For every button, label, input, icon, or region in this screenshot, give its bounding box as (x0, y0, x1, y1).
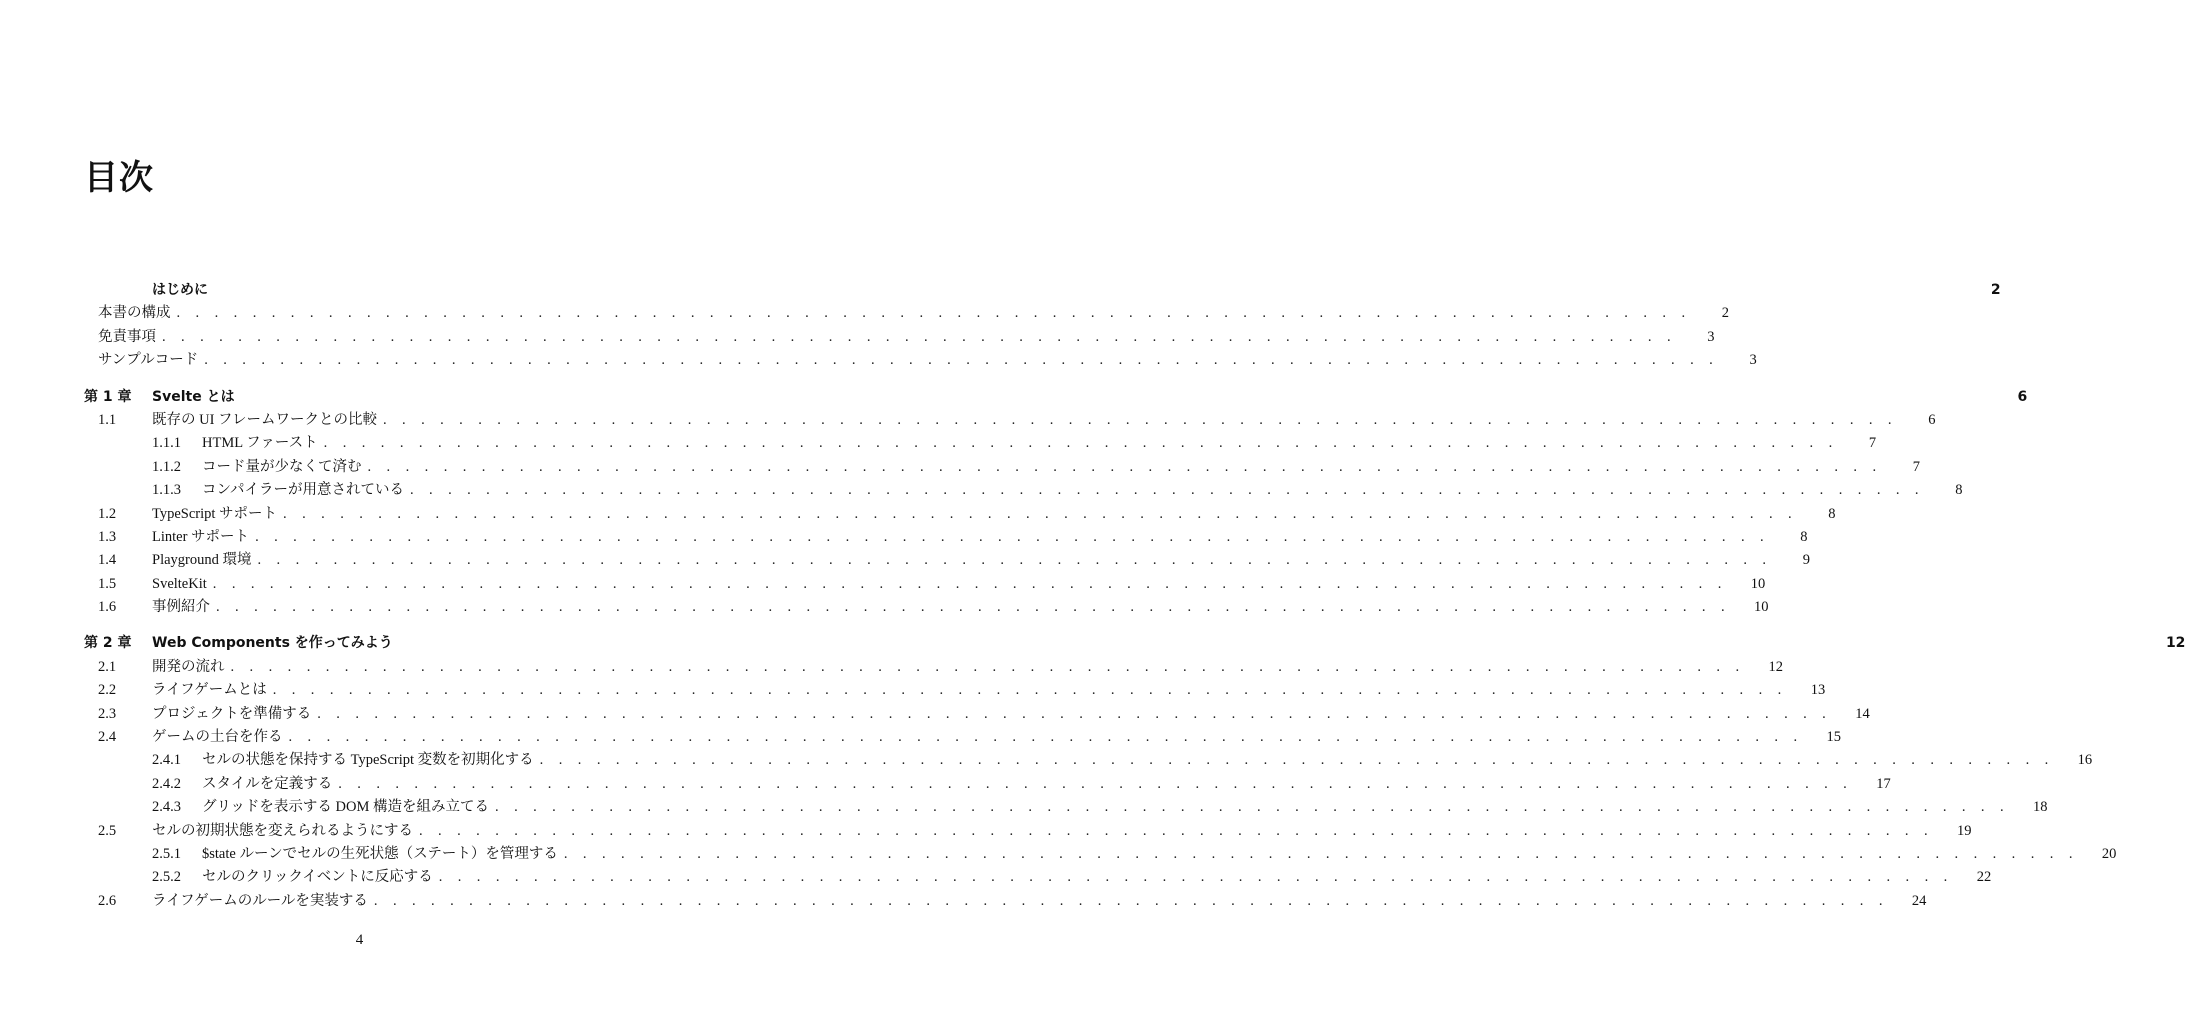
toc-section-entry[interactable] (84, 726, 1841, 749)
dot-leader: . . . . . . . . . . . . . . . . . . . . . . . . . . . . . . . . . . . . . . . . . . . . . . . . . . . . . . . . . . . . . . . . . . . . . . . . . . . . . . . . (323, 435, 1839, 452)
entry-number: 1.1 (98, 411, 117, 428)
entry-title: 免責事項 (98, 328, 156, 345)
dot-leader: . . . . . . . . . . . . . . . . . . . . . . . . . . . . . . . . . . . . . . . . . . . . . . . . . . . . . . . . . . . . . . . . . . . . . . . . . . . . . . . . (216, 599, 1731, 616)
toc-subsection-entry[interactable] (84, 773, 1891, 796)
entry-number: 1.2 (98, 505, 117, 522)
toc-section-entry[interactable] (84, 573, 1766, 596)
dot-leader: . . . . . . . . . . . . . . . . . . . . . . . . . . . . . . . . . . . . . . . . . . . . . . . . . . . . . . . . . . . . . . . . . . . . . . . . . . . . . . . . (419, 822, 1934, 839)
entry-page: 15 (1826, 729, 1841, 746)
entry-number: 2.4 (98, 729, 117, 746)
entry-page: 18 (2033, 799, 2048, 816)
entry-page: 12 (1768, 658, 1783, 675)
entry-title: 既存の UI フレームワークとの比較 (152, 411, 377, 428)
entry-page: 3 (1749, 352, 1757, 369)
entry-title: プロジェクトを準備する (152, 705, 312, 722)
dot-leader: . . . . . . . . . . . . . . . . . . . . . . . . . . . . . . . . . . . . . . . . . . . . . . . . . . . . . . . . . . . . . . . . . . . . . . . . . . . . . . . . (204, 352, 1719, 369)
entry-number: 第 1 章 (84, 388, 132, 405)
dot-leader: . . . . . . . . . . . . . . . . . . . . . . . . . . . . . . . . . . . . . . . . . . . . . . . . . . . . . . . . . . . . . . . . . . . . . . . . . . . . . . . . (230, 658, 1745, 675)
dot-leader: . . . . . . . . . . . . . . . . . . . . . . . . . . . . . . . . . . . . . . . . . . . . . . . . . . . . . . . . . . . . . . . . . . . . . . . . . . . . . . . . (257, 552, 1772, 569)
entry-title: スタイルを定義する (202, 775, 333, 792)
entry-title: セルの状態を保持する TypeScript 変数を初期化する (202, 752, 534, 769)
entry-number: 2.5.1 (152, 845, 181, 862)
toc-chapter-heading[interactable] (84, 632, 2185, 655)
entry-number: 1.5 (98, 575, 117, 592)
toc-section-entry[interactable] (84, 890, 1927, 913)
dot-leader: . . . . . . . . . . . . . . . . . . . . . . . . . . . . . . . . . . . . . . . . . . . . . . . . . . . . . . . . . . . . . . . . . . . . . . . . . . . . . . . . (176, 305, 1691, 322)
toc-subsection-entry[interactable] (84, 456, 1920, 479)
entry-number: 2.5.2 (152, 869, 181, 886)
entry-number: 第 2 章 (84, 635, 132, 652)
entry-page: 9 (1802, 552, 1810, 569)
toc-chapter-heading[interactable] (84, 386, 2028, 409)
entry-page: 7 (1912, 458, 1920, 475)
dot-leader: . . . . . . . . . . . . . . . . . . . . . . . . . . . . . . . . . . . . . . . . . . . . . . . . . . . . . . . . . . . . . . . . . . . . . . . . . . . . . . . . (373, 892, 1889, 909)
dot-leader: . . . . . . . . . . . . . . . . . . . . . . . . . . . . . . . . . . . . . . . . . . . . . . . . . . . . . . . . . . . . . . . . . . . . . . . . . . . . . . . . (317, 705, 1832, 722)
entry-number: 2.5 (98, 822, 117, 839)
entry-title: TypeScript サポート (152, 505, 278, 522)
entry-page: 16 (2077, 752, 2093, 769)
entry-title: Linter サポート (152, 528, 250, 545)
entry-title: SvelteKit (152, 575, 207, 592)
entry-page: 8 (1800, 528, 1808, 545)
entry-page: 2 (1990, 282, 2001, 298)
entry-title: セルのクリックイベントに反応する (202, 869, 433, 886)
dot-leader: . . . . . . . . . . . . . . . . . . . . . . . . . . . . . . . . . . . . . . . . . . . . . . . . . . . . . . . . . . . . . . . . . . . . . . . . . . . . . . . . (272, 682, 1788, 699)
dot-leader: . . . . . . . . . . . . . . . . . . . . . . . . . . . . . . . . . . . . . . . . . . . . . . . . . . . . . . . . . . . . . . . . . . . . . . . . . . . . . . . . (283, 505, 1798, 522)
entry-title: 本書の構成 (98, 305, 171, 322)
entry-page: 7 (1868, 435, 1877, 452)
entry-number: 2.4.2 (152, 775, 181, 792)
entry-title: Svelte とは (152, 388, 235, 405)
dot-leader: . . . . . . . . . . . . . . . . . . . . . . . . . . . . . . . . . . . . . . . . . . . . . . . . . . . . . . . . . . . . . . . . . . . . . . . . . . . . . . . . (288, 729, 1803, 746)
entry-title: コード量が少なくて済む (202, 458, 362, 475)
entry-page: 19 (1956, 822, 1972, 839)
entry-page: 2 (1721, 305, 1729, 322)
toc-section-entry[interactable] (84, 656, 1783, 679)
entry-number: 1.1.2 (152, 458, 181, 475)
toc-chapter-group (84, 386, 2028, 620)
dot-leader: . . . . . . . . . . . . . . . . . . . . . . . . . . . . . . . . . . . . . . . . . . . . . . . . . . . . . . . . . . . . . . . . . . . . . . . . . . . . . . . . (382, 411, 1898, 428)
entry-page: 6 (1928, 411, 1936, 428)
entry-page: 14 (1855, 705, 1870, 722)
entry-number: 2.4.3 (152, 799, 181, 816)
dot-leader: . . . . . . . . . . . . . . . . . . . . . . . . . . . . . . . . . . . . . . . . . . . . . . . . . . . . . . . . . . . . . . . . . . . . . . . . . . . . . . . . (563, 845, 2079, 862)
entry-number: 1.4 (98, 552, 117, 569)
entry-title: セルの初期状態を変えられるようにする (152, 822, 413, 839)
toc-section-entry[interactable] (84, 409, 1936, 432)
entry-title: サンプルコード (98, 352, 199, 369)
dot-leader: . . . . . . . . . . . . . . . . . . . . . . . . . . . . . . . . . . . . . . . . . . . . . . . . . . . . . . . . . . . . . . . . . . . . . . . . . . . . . . . . (367, 458, 1882, 475)
entry-page: 3 (1707, 328, 1715, 345)
entry-number: 1.6 (98, 599, 117, 616)
toc-chapter-group (84, 632, 2185, 913)
entry-title: ゲームの土台を作る (152, 729, 283, 746)
entry-number: 2.3 (98, 705, 117, 722)
entry-number: 2.4.1 (152, 752, 181, 769)
entry-page: 8 (1955, 482, 1963, 499)
entry-page: 10 (1753, 599, 1769, 616)
entry-page: 24 (1911, 892, 1927, 909)
toc-subsection-entry[interactable] (84, 843, 2117, 866)
toc-subsection-entry[interactable] (84, 749, 2093, 772)
page-title: 目次 (84, 158, 154, 198)
dot-leader: . . . . . . . . . . . . . . . . . . . . . . . . . . . . . . . . . . . . . . . . . . . . . . . . . . . . . . . . . . . . . . . . . . . . . . . . . . . . . . . . (438, 869, 1954, 886)
entry-title: ライフゲームのルールを実装する (152, 892, 368, 909)
dot-leader: . . . . . . . . . . . . . . . . . . . . . . . . . . . . . . . . . . . . . . . . . . . . . . . . . . . . . . . . . . . . . . . . . . . . . . . . . . . . . . . . (409, 482, 1925, 499)
entry-title: 事例紹介 (152, 599, 210, 616)
dot-leader: . . . . . . . . . . . . . . . . . . . . . . . . . . . . . . . . . . . . . . . . . . . . . . . . . . . . . . . . . . . . . . . . . . . . . . . . . . . . . . . . (338, 775, 1853, 792)
entry-title: HTML ファースト (202, 435, 318, 452)
entry-title: ライフゲームとは (152, 682, 267, 699)
table-of-contents (84, 279, 2185, 926)
entry-number: 1.1.3 (152, 482, 181, 499)
entry-number: 1.1.1 (152, 435, 181, 452)
entry-title: Playground 環境 (152, 552, 252, 569)
entry-page: 22 (1976, 869, 1992, 886)
entry-title: Web Components を作ってみよう (152, 635, 393, 652)
entry-page: 12 (2165, 635, 2185, 652)
toc-section-entry[interactable] (84, 302, 1729, 325)
toc-section-entry[interactable] (84, 503, 1836, 526)
entry-page: 10 (1750, 575, 1766, 592)
entry-page: 20 (2101, 845, 2117, 862)
entry-number: 2.2 (98, 682, 117, 699)
toc-section-entry[interactable] (84, 596, 1769, 619)
entry-number: 1.3 (98, 528, 117, 545)
toc-section-entry[interactable] (84, 326, 1715, 349)
dot-leader: . . . . . . . . . . . . . . . . . . . . . . . . . . . . . . . . . . . . . . . . . . . . . . . . . . . . . . . . . . . . . . . . . . . . . . . . . . . . . . . . (212, 575, 1728, 592)
dot-leader: . . . . . . . . . . . . . . . . . . . . . . . . . . . . . . . . . . . . . . . . . . . . . . . . . . . . . . . . . . . . . . . . . . . . . . . . . . . . . . . . (162, 328, 1677, 345)
dot-leader: . . . . . . . . . . . . . . . . . . . . . . . . . . . . . . . . . . . . . . . . . . . . . . . . . . . . . . . . . . . . . . . . . . . . . . . . . . . . . . . . (255, 528, 1770, 545)
entry-title: $state ルーンでセルの生死状態（ステート）を管理する (202, 845, 558, 862)
entry-title: グリッドを表示する DOM 構造を組み立てる (202, 799, 490, 816)
page-number: 4 (355, 932, 364, 948)
toc-section-entry[interactable] (84, 679, 1826, 702)
toc-subsection-entry[interactable] (84, 479, 1963, 502)
entry-title: 開発の流れ (152, 658, 225, 675)
entry-page: 17 (1876, 775, 1891, 792)
entry-number: 2.6 (98, 892, 117, 909)
toc-section-entry[interactable] (84, 820, 1972, 843)
entry-number: 2.1 (98, 658, 117, 675)
entry-page: 8 (1828, 505, 1836, 522)
toc-chapter-heading[interactable] (84, 279, 2001, 302)
dot-leader: . . . . . . . . . . . . . . . . . . . . . . . . . . . . . . . . . . . . . . . . . . . . . . . . . . . . . . . . . . . . . . . . . . . . . . . . . . . . . . . . (495, 799, 2010, 816)
toc-section-entry[interactable] (84, 349, 1757, 372)
entry-title: はじめに (152, 282, 208, 298)
toc-section-entry[interactable] (84, 703, 1870, 726)
entry-title: コンパイラーが用意されている (202, 482, 404, 499)
toc-section-entry[interactable] (84, 526, 1808, 549)
entry-page: 13 (1810, 682, 1826, 699)
dot-leader: . . . . . . . . . . . . . . . . . . . . . . . . . . . . . . . . . . . . . . . . . . . . . . . . . . . . . . . . . . . . . . . . . . . . . . . . . . . . . . . . (539, 752, 2055, 769)
toc-chapter-group (84, 279, 2001, 373)
toc-section-entry[interactable] (84, 549, 1810, 572)
toc-subsection-entry[interactable] (84, 432, 1877, 455)
toc-subsection-entry[interactable] (84, 866, 1992, 889)
toc-subsection-entry[interactable] (84, 796, 2048, 819)
entry-page: 6 (2017, 388, 2028, 405)
